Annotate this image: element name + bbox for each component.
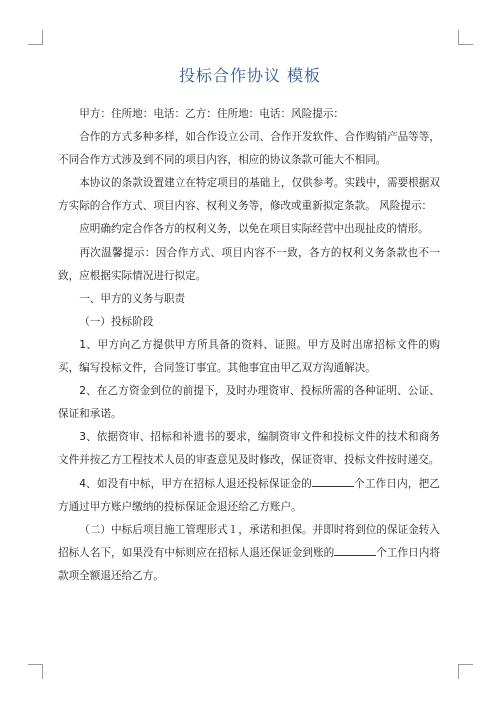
clause-4-before: 4、如没有中标，甲方在招标人退还投标保证金的 bbox=[79, 477, 312, 490]
crop-mark-bottom-left bbox=[28, 664, 43, 679]
document-body bbox=[58, 103, 440, 588]
post-award-before: （二）中标后项目施工管理形式１，承诺和担保。并即时将到位的保证金转入招标人名下，如果没有中标则应在招标人退还保证金到账的 bbox=[58, 523, 440, 559]
fill-in-blank[interactable] bbox=[312, 476, 354, 487]
clause-4-after: 个工作日内，把乙方通过甲方账户缴纳的投标保证金退还给乙方账户。 bbox=[58, 477, 440, 513]
clause-4 bbox=[58, 473, 440, 519]
crop-mark-top-right bbox=[458, 30, 473, 45]
paragraph-reminder: 再次温馨提示：因合作方式、项目内容不一致，各方的权利义务条款也不一致，应根据实际情况进行拟定。 bbox=[58, 246, 440, 282]
section-heading-party-a: 一、甲方的义务与职责 bbox=[79, 292, 186, 305]
clause-3: 3、依据资审、招标和补遗书的要求，编制资审文件和投标文件的技术和商务文件并按乙方工程技术人员的审查意见及时修改，保证资审、投标文件按时递交。 bbox=[58, 431, 440, 467]
subsection-post-award bbox=[58, 519, 440, 588]
clause-1: 1、甲方向乙方提供甲方所具备的资料、证照。甲方及时出席招标文件的购买，编写投标文件，合同签订事宜。其他事宜由甲乙双方沟通解决。 bbox=[58, 338, 440, 375]
subsection-heading-bidding: （一）投标阶段 bbox=[79, 315, 154, 328]
post-award-after: 个工作日内将款项全额退还给乙方。 bbox=[58, 546, 440, 582]
paragraph-clause-basis: 本协议的条款设置建立在特定项目的基础上，仅供参考。实践中，需要根据双方实际的合作方式、项目内容、权利义务等，修改或重新拟定条款。 风险提示： bbox=[58, 177, 440, 213]
clause-2: 2、在乙方资金到位的前提下，及时办理资审、投标所需的各种证明、公证、保证和承诺。 bbox=[58, 385, 440, 421]
paragraph-parties: 甲方：住所地：电话：乙方：住所地：电话：风险提示： bbox=[79, 108, 345, 120]
paragraph-cooperation-methods: 合作的方式多种多样，如合作设立公司、合作开发软件、合作购销产品等等，不同合作方式涉及到不同的项目内容，相应的协议条款可能大不相同。 bbox=[58, 131, 440, 167]
fill-in-blank[interactable] bbox=[334, 545, 376, 556]
document-title: 投标合作协议 模板 bbox=[178, 66, 322, 85]
paragraph-rights-obligations: 应明确约定合作各方的权利义务，以免在项目实际经营中出现扯皮的情形。 bbox=[79, 223, 429, 236]
crop-mark-top-left bbox=[28, 30, 43, 45]
crop-mark-bottom-right bbox=[458, 664, 473, 679]
